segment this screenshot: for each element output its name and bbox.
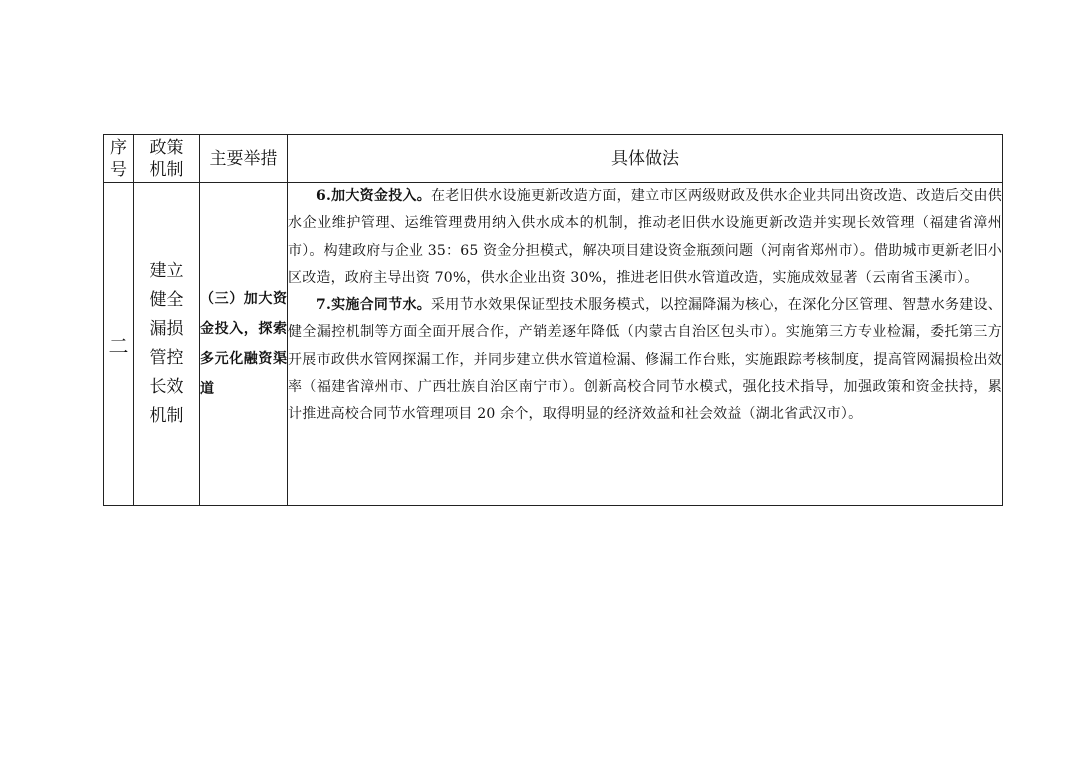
policy-mechanism: 建立 健全 漏损 管控 长效 机制 [134, 183, 200, 506]
header-policy: 政策 机制 [134, 135, 200, 183]
main-measure: （三）加大资金投入，探索多元化融资渠道 [200, 183, 288, 506]
header-measure: 主要举措 [200, 135, 288, 183]
detail-practices [288, 183, 1003, 506]
detail-item-title: 6.加大资金投入。 [316, 188, 432, 204]
header-num: 序 号 [104, 135, 134, 183]
detail-item [288, 183, 1002, 292]
detail-item-title: 7.实施合同节水。 [316, 297, 432, 314]
detail-item-text: 在老旧供水设施更新改造方面，建立市区两级财政及供水企业共同出资改造、改造后交由供水企业维护管理、运维管理费用纳入供水成本的机制，推动老旧供水设施更新改造并实现长效管理（福建省漳州市）。构建政府与企业 35：65 资金分担模式，解决项目建设资金瓶颈问题（河南省郑州市）。借助城市更新老旧小区改造，政府主导出资 70%，供水企业出资 30%，推进老旧供水管道改造，实施成效显著（云南省玉溪市）。 [288, 188, 1002, 286]
header-detail: 具体做法 [288, 135, 1003, 183]
table-row [104, 183, 1003, 506]
header-row [104, 135, 1003, 183]
row-number: 二 [104, 183, 134, 506]
detail-item [288, 292, 1002, 428]
policy-table [103, 134, 1003, 506]
detail-item-text: 采用节水效果保证型技术服务模式，以控漏降漏为核心，在深化分区管理、智慧水务建设、健全漏控机制等方面全面开展合作，产销差逐年降低（内蒙古自治区包头市）。实施第三方专业检漏，委托第三方开展市政供水管网探漏工作，并同步建立供水管道检漏、修漏工作台账，实施跟踪考核制度，提高管网漏损检出效率（福建省漳州市、广西壮族自治区南宁市）。创新高校合同节水模式，强化技术指导，加强政策和资金扶持，累计推进高校合同节水管理项目 20 余个，取得明显的经济效益和社会效益（湖北省武汉市）。 [288, 297, 1002, 423]
